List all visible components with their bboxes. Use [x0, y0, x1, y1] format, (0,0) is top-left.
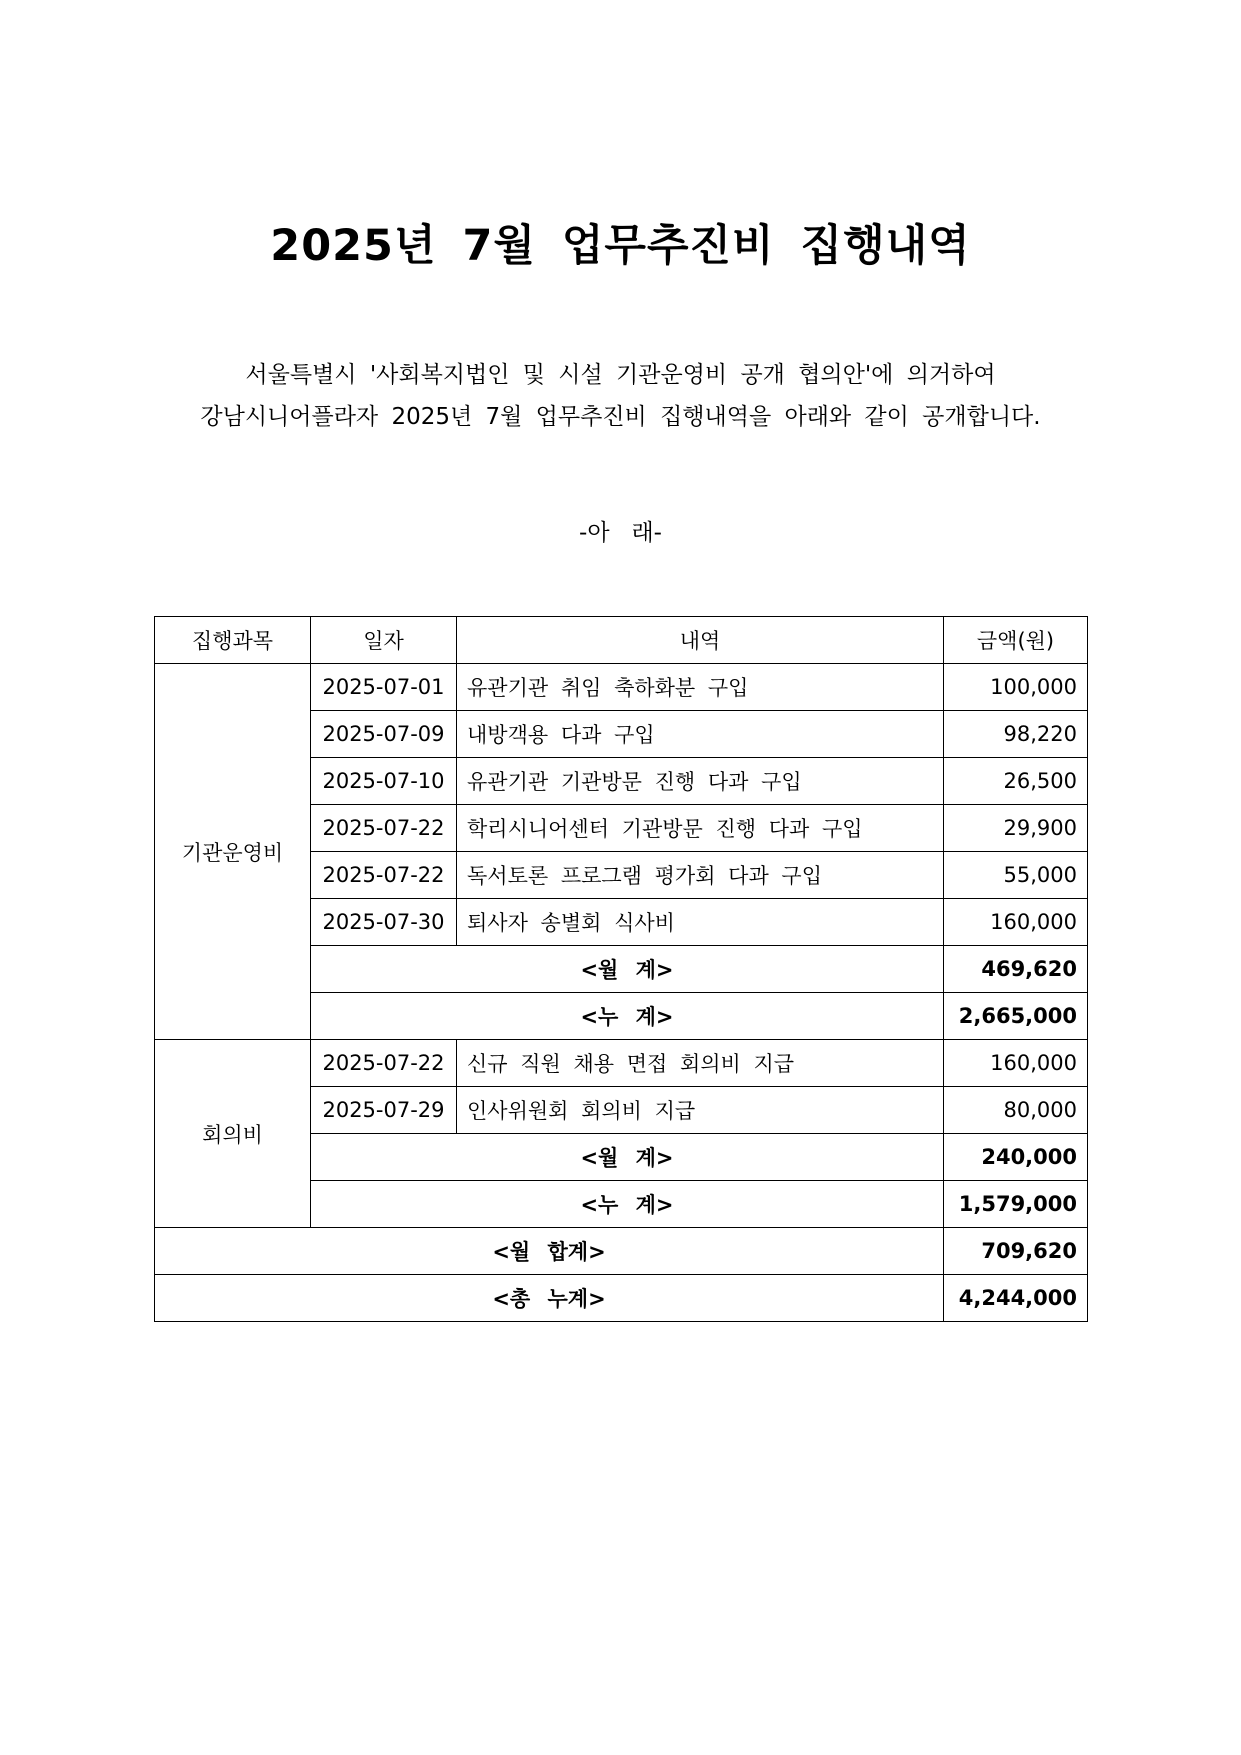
- table-row: [155, 664, 1088, 711]
- grand-cumulative-total-row: [155, 1275, 1088, 1322]
- date-cell: 2025-07-29: [311, 1087, 457, 1134]
- date-cell: 2025-07-22: [311, 805, 457, 852]
- monthly-subtotal-label: <월 계>: [311, 946, 944, 993]
- grand-monthly-total-row: [155, 1228, 1088, 1275]
- monthly-subtotal-label: <월 계>: [311, 1134, 944, 1181]
- amount-cell: 100,000: [944, 664, 1088, 711]
- monthly-subtotal-amount: 469,620: [944, 946, 1088, 993]
- amount-cell: 80,000: [944, 1087, 1088, 1134]
- description-cell: 학리시니어센터 기관방문 진행 다과 구입: [457, 805, 944, 852]
- amount-cell: 160,000: [944, 1040, 1088, 1087]
- date-cell: 2025-07-01: [311, 664, 457, 711]
- grand-monthly-total-label: <월 합계>: [155, 1228, 944, 1275]
- description-cell: 유관기관 기관방문 진행 다과 구입: [457, 758, 944, 805]
- date-cell: 2025-07-30: [311, 899, 457, 946]
- intro-paragraph: [0, 354, 1241, 438]
- intro-line-1: 서울특별시 '사회복지법인 및 시설 기관운영비 공개 협의안'에 의거하여: [245, 362, 996, 388]
- cumulative-subtotal-amount: 1,579,000: [944, 1181, 1088, 1228]
- date-cell: 2025-07-22: [311, 852, 457, 899]
- expense-table: [154, 616, 1088, 1322]
- date-cell: 2025-07-10: [311, 758, 457, 805]
- cumulative-subtotal-label: <누 계>: [311, 1181, 944, 1228]
- below-heading: -아 래-: [579, 520, 662, 546]
- table-row: [155, 1040, 1088, 1087]
- date-cell: 2025-07-22: [311, 1040, 457, 1087]
- description-cell: 인사위원회 회의비 지급: [457, 1087, 944, 1134]
- description-cell: 내방객용 다과 구입: [457, 711, 944, 758]
- amount-cell: 29,900: [944, 805, 1088, 852]
- description-cell: 신규 직원 채용 면접 회의비 지급: [457, 1040, 944, 1087]
- document-title: 2025년 7월 업무추진비 집행내역: [270, 221, 971, 271]
- grand-cumulative-total-amount: 4,244,000: [944, 1275, 1088, 1322]
- category-cell: 기관운영비: [155, 664, 311, 1040]
- category-cell: 회의비: [155, 1040, 311, 1228]
- grand-monthly-total-amount: 709,620: [944, 1228, 1088, 1275]
- table-header-row: [155, 617, 1088, 664]
- description-cell: 유관기관 취임 축하화분 구입: [457, 664, 944, 711]
- amount-cell: 98,220: [944, 711, 1088, 758]
- description-cell: 퇴사자 송별회 식사비: [457, 899, 944, 946]
- amount-cell: 55,000: [944, 852, 1088, 899]
- amount-cell: 26,500: [944, 758, 1088, 805]
- date-cell: 2025-07-09: [311, 711, 457, 758]
- amount-cell: 160,000: [944, 899, 1088, 946]
- header-category: 집행과목: [155, 617, 311, 664]
- header-date: 일자: [311, 617, 457, 664]
- cumulative-subtotal-label: <누 계>: [311, 993, 944, 1040]
- header-description: 내역: [457, 617, 944, 664]
- grand-cumulative-total-label: <총 누계>: [155, 1275, 944, 1322]
- intro-line-2: 강남시니어플라자 2025년 7월 업무추진비 집행내역을 아래와 같이 공개합니다.: [200, 404, 1041, 430]
- header-amount: 금액(원): [944, 617, 1088, 664]
- monthly-subtotal-amount: 240,000: [944, 1134, 1088, 1181]
- cumulative-subtotal-amount: 2,665,000: [944, 993, 1088, 1040]
- description-cell: 독서토론 프로그램 평가회 다과 구입: [457, 852, 944, 899]
